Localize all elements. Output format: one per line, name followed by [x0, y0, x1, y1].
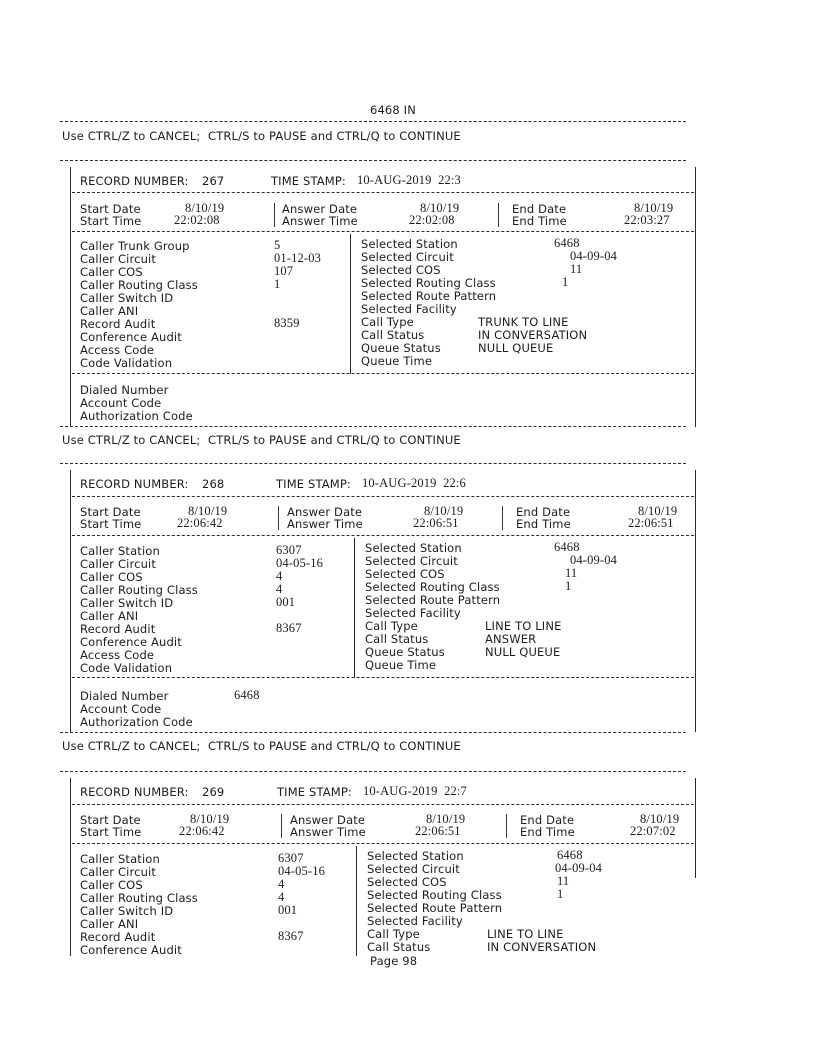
divider	[60, 463, 686, 464]
end-time: 22:07:02	[630, 824, 676, 838]
selected-circuit-label: Selected Circuit	[361, 250, 454, 264]
start-date: 8/10/19	[185, 201, 225, 215]
caller-cos-label: Caller COS	[80, 265, 143, 279]
record-audit: 8359	[274, 316, 300, 330]
column-separator	[350, 234, 351, 374]
divider	[72, 677, 694, 678]
column-separator	[498, 203, 499, 215]
caller-cos: 4	[278, 877, 285, 891]
answer-time: 22:06:51	[413, 516, 459, 530]
caller-station-label: Caller Station	[80, 852, 160, 866]
selected-cos-label: Selected COS	[365, 567, 445, 581]
caller-switch-id-label: Caller Switch ID	[80, 904, 174, 918]
queue-time-label: Queue Time	[361, 354, 433, 368]
call-type-label: Call Type	[365, 619, 418, 633]
divider	[60, 426, 686, 427]
caller-trunk-group: 5	[274, 238, 281, 252]
start-date-label: Start Date	[80, 202, 141, 216]
record-audit: 8367	[278, 929, 304, 943]
column-separator	[502, 506, 503, 518]
divider	[60, 160, 686, 161]
start-time-label: Start Time	[80, 517, 142, 531]
account-code-label: Account Code	[80, 396, 162, 410]
caller-switch-id: 001	[278, 903, 298, 917]
time-stamp: 10-AUG-2019 22:7	[363, 784, 467, 798]
selected-routing-class: 1	[565, 579, 572, 593]
call-status-label: Call Status	[361, 328, 425, 342]
selected-cos-label: Selected COS	[367, 875, 447, 889]
selected-station-label: Selected Station	[361, 237, 458, 251]
column-separator	[506, 826, 507, 838]
record-right-border	[695, 470, 696, 732]
call-status: IN CONVERSATION	[478, 328, 588, 342]
conference-audit-label: Conference Audit	[80, 943, 182, 957]
selected-routing-class-label: Selected Routing Class	[365, 580, 500, 594]
divider	[72, 373, 694, 374]
divider	[72, 843, 694, 844]
selected-circuit: 04-09-04	[555, 861, 603, 875]
record-audit-label: Record Audit	[80, 317, 156, 331]
answer-time-label: Answer Time	[287, 517, 363, 531]
end-time-label: End Time	[520, 825, 575, 839]
conference-audit-label: Conference Audit	[80, 330, 182, 344]
time-stamp: 10-AUG-2019 22:6	[362, 476, 466, 490]
selected-facility-label: Selected Facility	[367, 914, 463, 928]
caller-routing-class: 1	[274, 277, 281, 291]
answer-date-label: Answer Date	[287, 505, 363, 519]
end-time-label: End Time	[512, 214, 567, 228]
divider	[60, 121, 686, 122]
divider	[72, 192, 694, 193]
record-number-label: RECORD NUMBER:	[80, 785, 189, 799]
queue-status: NULL QUEUE	[485, 645, 561, 659]
dialed-number-label: Dialed Number	[80, 383, 169, 397]
divider	[72, 496, 694, 497]
record-left-border	[70, 778, 71, 956]
end-date: 8/10/19	[638, 504, 678, 518]
end-time: 22:03:27	[624, 213, 670, 227]
dialed-number: 6468	[234, 688, 260, 702]
column-separator	[281, 826, 282, 838]
caller-switch-id-label: Caller Switch ID	[80, 291, 174, 305]
call-status-label: Call Status	[367, 940, 431, 954]
selected-station-label: Selected Station	[365, 541, 462, 555]
column-separator	[502, 518, 503, 530]
caller-routing-class: 4	[276, 582, 283, 596]
selected-circuit: 04-09-04	[570, 249, 618, 263]
caller-cos-label: Caller COS	[80, 878, 143, 892]
start-time: 22:06:42	[179, 824, 225, 838]
authorization-code-label: Authorization Code	[80, 409, 193, 423]
divider	[72, 535, 694, 536]
end-time: 22:06:51	[628, 516, 674, 530]
end-time-label: End Time	[516, 517, 571, 531]
selected-routing-class-label: Selected Routing Class	[367, 888, 502, 902]
record-audit: 8367	[276, 621, 302, 635]
column-separator	[274, 215, 275, 227]
time-stamp: 10-AUG-2019 22:3	[357, 173, 461, 187]
call-type-label: Call Type	[361, 315, 414, 329]
queue-status: NULL QUEUE	[478, 341, 554, 355]
record-number-label: RECORD NUMBER:	[80, 174, 189, 188]
control-prompt: Use CTRL/Z to CANCEL; CTRL/S to PAUSE and CTRL/Q to CONTINUE	[62, 129, 461, 143]
caller-circuit: 04-05-16	[276, 556, 324, 570]
end-date-label: End Date	[520, 813, 575, 827]
column-separator	[498, 215, 499, 227]
selected-circuit-label: Selected Circuit	[367, 862, 460, 876]
call-type: LINE TO LINE	[485, 619, 562, 633]
caller-routing-class-label: Caller Routing Class	[80, 891, 198, 905]
call-type-label: Call Type	[367, 927, 420, 941]
start-time-label: Start Time	[80, 214, 142, 228]
caller-routing-class-label: Caller Routing Class	[80, 278, 198, 292]
record-left-border	[70, 470, 71, 732]
caller-circuit-label: Caller Circuit	[80, 252, 157, 266]
selected-route-pattern-label: Selected Route Pattern	[365, 593, 501, 607]
answer-time: 22:02:08	[409, 213, 455, 227]
caller-circuit: 04-05-16	[278, 864, 326, 878]
answer-time-label: Answer Time	[290, 825, 366, 839]
caller-station-label: Caller Station	[80, 544, 160, 558]
caller-station: 6307	[276, 543, 302, 557]
selected-station: 6468	[554, 540, 580, 554]
start-date: 8/10/19	[190, 812, 230, 826]
start-date-label: Start Date	[80, 505, 141, 519]
column-separator	[356, 846, 357, 956]
record-right-border	[695, 778, 696, 878]
record-number-label: RECORD NUMBER:	[80, 477, 189, 491]
access-code-label: Access Code	[80, 343, 155, 357]
answer-date-label: Answer Date	[290, 813, 366, 827]
record-audit-label: Record Audit	[80, 622, 156, 636]
column-separator	[278, 506, 279, 518]
queue-status-label: Queue Status	[365, 645, 445, 659]
selected-facility-label: Selected Facility	[365, 606, 461, 620]
selected-route-pattern-label: Selected Route Pattern	[367, 901, 503, 915]
end-date-label: End Date	[512, 202, 567, 216]
end-date-label: End Date	[516, 505, 571, 519]
selected-cos: 11	[570, 262, 583, 276]
answer-time-label: Answer Time	[282, 214, 358, 228]
selected-routing-class: 1	[557, 887, 564, 901]
call-status-label: Call Status	[365, 632, 429, 646]
caller-cos-label: Caller COS	[80, 570, 143, 584]
selected-cos: 11	[557, 874, 570, 888]
call-type: LINE TO LINE	[487, 927, 564, 941]
caller-routing-class: 4	[278, 890, 285, 904]
control-prompt: Use CTRL/Z to CANCEL; CTRL/S to PAUSE and CTRL/Q to CONTINUE	[62, 433, 461, 447]
caller-cos: 4	[276, 569, 283, 583]
selected-station-label: Selected Station	[367, 849, 464, 863]
dialed-number-label: Dialed Number	[80, 689, 169, 703]
control-prompt: Use CTRL/Z to CANCEL; CTRL/S to PAUSE and CTRL/Q to CONTINUE	[62, 739, 461, 753]
answer-date-label: Answer Date	[282, 202, 358, 216]
page-title: 6468 IN	[370, 103, 416, 117]
selected-cos: 11	[565, 566, 578, 580]
queue-time-label: Queue Time	[365, 658, 437, 672]
record-left-border	[70, 167, 71, 427]
column-separator	[281, 814, 282, 826]
selected-routing-class: 1	[562, 275, 569, 289]
call-type: TRUNK TO LINE	[478, 315, 569, 329]
answer-date: 8/10/19	[424, 504, 464, 518]
queue-status-label: Queue Status	[361, 341, 441, 355]
divider	[60, 732, 686, 733]
caller-trunk-group-label: Caller Trunk Group	[80, 239, 190, 253]
answer-date: 8/10/19	[426, 812, 466, 826]
caller-cos: 107	[274, 264, 294, 278]
code-validation-label: Code Validation	[80, 661, 173, 675]
caller-circuit-label: Caller Circuit	[80, 557, 157, 571]
column-separator	[354, 538, 355, 678]
selected-route-pattern-label: Selected Route Pattern	[361, 289, 497, 303]
selected-station: 6468	[554, 236, 580, 250]
start-time: 22:06:42	[177, 516, 223, 530]
account-code-label: Account Code	[80, 702, 162, 716]
end-date: 8/10/19	[634, 201, 674, 215]
record-number: 268	[202, 477, 225, 491]
selected-cos-label: Selected COS	[361, 263, 441, 277]
start-date: 8/10/19	[188, 504, 228, 518]
code-validation-label: Code Validation	[80, 356, 173, 370]
conference-audit-label: Conference Audit	[80, 635, 182, 649]
record-number: 267	[202, 174, 225, 188]
end-date: 8/10/19	[640, 812, 680, 826]
time-stamp-label: TIME STAMP:	[276, 477, 351, 491]
start-date-label: Start Date	[80, 813, 141, 827]
column-separator	[278, 518, 279, 530]
record-number: 269	[202, 785, 225, 799]
caller-ani-label: Caller ANI	[80, 609, 139, 623]
caller-ani-label: Caller ANI	[80, 304, 139, 318]
selected-station: 6468	[557, 848, 583, 862]
answer-date: 8/10/19	[420, 201, 460, 215]
start-time-label: Start Time	[80, 825, 142, 839]
access-code-label: Access Code	[80, 648, 155, 662]
selected-routing-class-label: Selected Routing Class	[361, 276, 496, 290]
selected-circuit-label: Selected Circuit	[365, 554, 458, 568]
caller-routing-class-label: Caller Routing Class	[80, 583, 198, 597]
selected-facility-label: Selected Facility	[361, 302, 457, 316]
record-right-border	[695, 167, 696, 427]
caller-circuit: 01-12-03	[274, 251, 322, 265]
authorization-code-label: Authorization Code	[80, 715, 193, 729]
call-status: IN CONVERSATION	[487, 940, 597, 954]
column-separator	[506, 814, 507, 826]
call-status: ANSWER	[485, 632, 537, 646]
divider	[60, 771, 686, 772]
divider	[72, 231, 694, 232]
caller-switch-id: 001	[276, 595, 296, 609]
caller-switch-id-label: Caller Switch ID	[80, 596, 174, 610]
answer-time: 22:06:51	[415, 824, 461, 838]
caller-ani-label: Caller ANI	[80, 917, 139, 931]
time-stamp-label: TIME STAMP:	[277, 785, 352, 799]
page-number: Page 98	[370, 954, 418, 968]
selected-circuit: 04-09-04	[570, 553, 618, 567]
divider	[72, 804, 694, 805]
start-time: 22:02:08	[174, 213, 220, 227]
caller-circuit-label: Caller Circuit	[80, 865, 157, 879]
caller-station: 6307	[278, 851, 304, 865]
column-separator	[274, 203, 275, 215]
time-stamp-label: TIME STAMP:	[271, 174, 346, 188]
record-audit-label: Record Audit	[80, 930, 156, 944]
